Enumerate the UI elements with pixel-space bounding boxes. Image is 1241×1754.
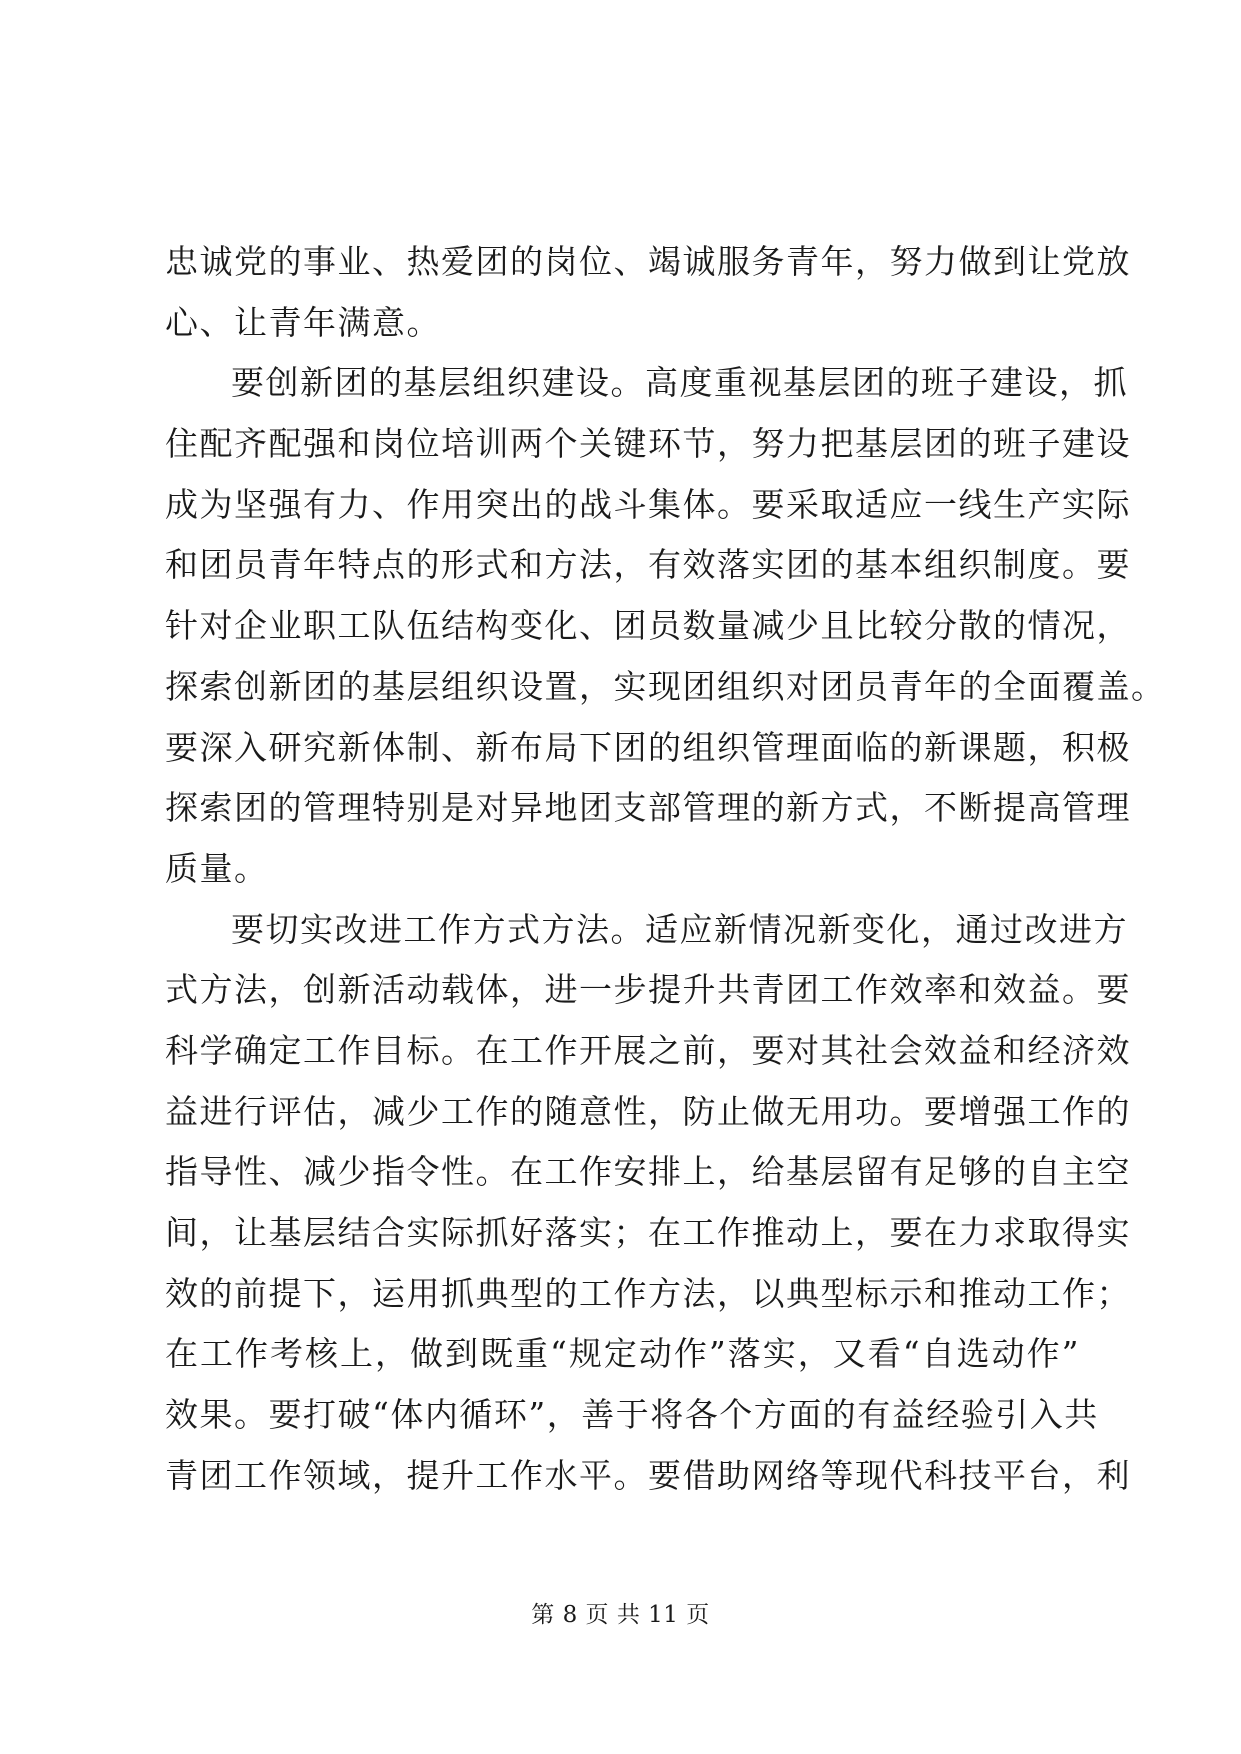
paragraph-3: [165, 900, 1131, 1507]
document-body: [165, 232, 1166, 1506]
text-line: 要切实改进工作方式方法。适应新情况新变化，通过改进方: [231, 909, 1128, 949]
paragraph-1: [165, 232, 1131, 353]
text-line: 忠诚党的事业、热爱团的岗位、竭诚服务青年，努力做到让党放: [165, 242, 1131, 281]
text-line: 要创新团的基层组织建设。高度重视基层团的班子建设，抓: [231, 363, 1128, 403]
text-line: 成为坚强有力、作用突出的战斗集体。要采取适应一线生产实际: [165, 484, 1131, 524]
text-line: 效果。要打破“体内循环”，善于将各个方面的有益经验引入共: [165, 1395, 1099, 1435]
text-line: 益进行评估，减少工作的随意性，防止做无用功。要增强工作的: [165, 1091, 1131, 1131]
text-line: 针对企业职工队伍结构变化、团员数量减少且比较分散的情况，: [165, 606, 1131, 646]
text-line: 式方法，创新活动载体，进一步提升共青团工作效率和效益。要: [165, 970, 1131, 1010]
paragraph-2: [165, 353, 1166, 899]
text-line: 要深入研究新体制、新布局下团的组织管理面临的新课题，积极: [165, 727, 1131, 767]
text-line: 心、让青年满意。: [165, 302, 441, 342]
text-line: 探索创新团的基层组织设置，实现团组织对团员青年的全面覆盖。: [165, 666, 1166, 706]
page-footer: [0, 1596, 1241, 1629]
text-line: 在工作考核上，做到既重“规定动作”落实，又看“自选动作”: [165, 1334, 1080, 1374]
text-line: 效的前提下，运用抓典型的工作方法，以典型标示和推动工作；: [165, 1273, 1131, 1313]
text-line: 探索团的管理特别是对异地团支部管理的新方式，不断提高管理: [165, 788, 1131, 828]
text-line: 指导性、减少指令性。在工作安排上，给基层留有足够的自主空: [165, 1152, 1131, 1192]
text-line: 质量。: [165, 848, 269, 888]
text-line: 科学确定工作目标。在工作开展之前，要对其社会效益和经济效: [165, 1030, 1131, 1070]
text-line: 青团工作领域，提升工作水平。要借助网络等现代科技平台，利: [165, 1455, 1131, 1495]
page-number-label: 第 8 页 共 11 页: [531, 1602, 710, 1628]
text-line: 间，让基层结合实际抓好落实；在工作推动上，要在力求取得实: [165, 1213, 1131, 1252]
text-line: 和团员青年特点的形式和方法，有效落实团的基本组织制度。要: [165, 545, 1131, 585]
text-line: 住配齐配强和岗位培训两个关键环节，努力把基层团的班子建设: [165, 424, 1131, 464]
